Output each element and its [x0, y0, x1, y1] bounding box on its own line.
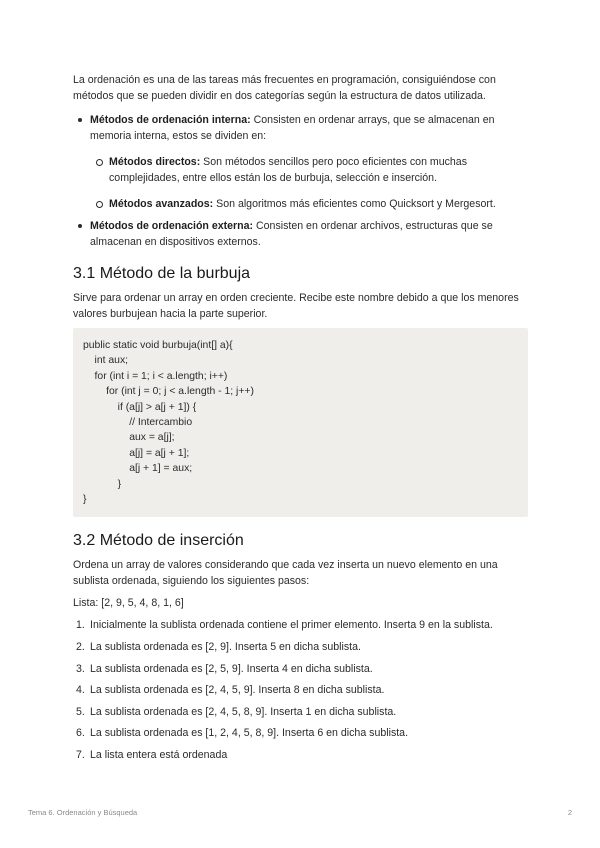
desc-external-sorting: Consisten en ordenar archivos, estructuras que se almacenan en dispositivos externos.	[90, 220, 493, 248]
step-text: La sublista ordenada es [1, 2, 4, 5, 8, 9]. Inserta 6 en dicha sublista.	[90, 727, 409, 740]
code-line: }	[83, 494, 87, 506]
intro-paragraph: La ordenación es una de las tareas más frecuentes en programación, consiguiéndose con métodos que se pueden dividir en dos categorías según la estructura de datos utilizada.	[73, 74, 496, 102]
sorting-categories-list	[73, 112, 528, 250]
step-number: 2.	[76, 641, 85, 654]
desc-advanced-methods: Son algoritmos más eficientes como Quicksort y Mergesort.	[213, 198, 496, 210]
step-text: La sublista ordenada es [2, 4, 5, 8, 9]. Inserta 1 en dicha sublista.	[90, 705, 397, 718]
page-number: 2	[567, 808, 572, 817]
insertion-description: Ordena un array de valores considerando que cada vez inserta un nuevo elemento en una sublista ordenada, siguiendo los siguientes pasos:	[73, 559, 498, 588]
code-line: a[j + 1] = aux;	[83, 463, 193, 475]
step-text: La sublista ordenada es [2, 4, 5, 9]. Inserta 8 en dicha sublista.	[90, 684, 385, 697]
step-number: 7.	[76, 749, 85, 762]
code-block-bubble-sort	[73, 328, 528, 517]
step-number: 1.	[76, 619, 85, 632]
desc-direct-methods: Son métodos sencillos pero poco eficientes con muchas complejidades, entre ellos están los de burbuja, selección e inserción.	[109, 156, 467, 184]
code-line: for (int j = 0; j < a.length - 1; j++)	[83, 386, 254, 398]
step-text: La lista entera está ordenada	[90, 749, 228, 762]
step-text: La sublista ordenada es [2, 9]. Inserta 5 en dicha sublista.	[90, 641, 361, 654]
code-line: // Intercambio	[83, 417, 193, 429]
code-line: aux = a[j];	[83, 432, 175, 444]
code-line: if (a[j] > a[j + 1]) {	[83, 401, 197, 413]
term-external-sorting: Métodos de ordenación externa:	[90, 220, 254, 232]
code-line: for (int i = 1; i < a.length; i++)	[83, 370, 228, 382]
section-heading-insertion: 3.2 Método de inserción	[73, 532, 244, 550]
code-line: }	[83, 478, 122, 490]
list-item-internal-sorting	[73, 112, 528, 212]
step-number: 6.	[76, 727, 85, 740]
step-number: 5.	[76, 705, 85, 718]
page-content	[73, 72, 528, 769]
step-number: 3.	[76, 662, 85, 675]
list-item	[73, 747, 528, 763]
example-list-label: Lista: [2, 9, 5, 4, 8, 1, 6]	[73, 597, 184, 610]
footer-title: Tema 6. Ordenación y Búsqueda	[28, 808, 138, 817]
list-item-direct-methods	[92, 154, 528, 186]
term-internal-sorting: Métodos de ordenación interna:	[90, 114, 251, 126]
insertion-steps-list	[73, 617, 528, 763]
step-text: Inicialmente la sublista ordenada contiene el primer elemento. Inserta 9 en la sublista.	[90, 619, 493, 632]
code-line: public static void burbuja(int[] a){	[83, 340, 233, 351]
step-text: La sublista ordenada es [2, 5, 9]. Inserta 4 en dicha sublista.	[90, 662, 373, 675]
list-item	[73, 661, 528, 677]
step-number: 4.	[76, 684, 85, 697]
code-line: a[j] = a[j + 1];	[83, 447, 190, 459]
section-heading-bubble: 3.1 Método de la burbuja	[73, 265, 251, 282]
list-item-external-sorting	[73, 218, 528, 250]
list-item	[73, 617, 528, 633]
desc-internal-sorting: Consisten en ordenar arrays, que se almacenan en memoria interna, estos se dividen en:	[90, 114, 495, 142]
list-item	[73, 725, 528, 741]
internal-sorting-sublist	[90, 154, 528, 212]
list-item	[73, 639, 528, 655]
code-line: int aux;	[83, 355, 129, 367]
list-item	[73, 682, 528, 698]
list-item-advanced-methods	[92, 196, 528, 212]
bubble-description: Sirve para ordenar un array en orden creciente. Recibe este nombre debido a que los menores valores burbujean hacia la parte superior.	[73, 292, 519, 320]
list-item	[73, 704, 528, 720]
term-advanced-methods: Métodos avanzados:	[109, 198, 214, 210]
term-direct-methods: Métodos directos:	[109, 156, 201, 168]
